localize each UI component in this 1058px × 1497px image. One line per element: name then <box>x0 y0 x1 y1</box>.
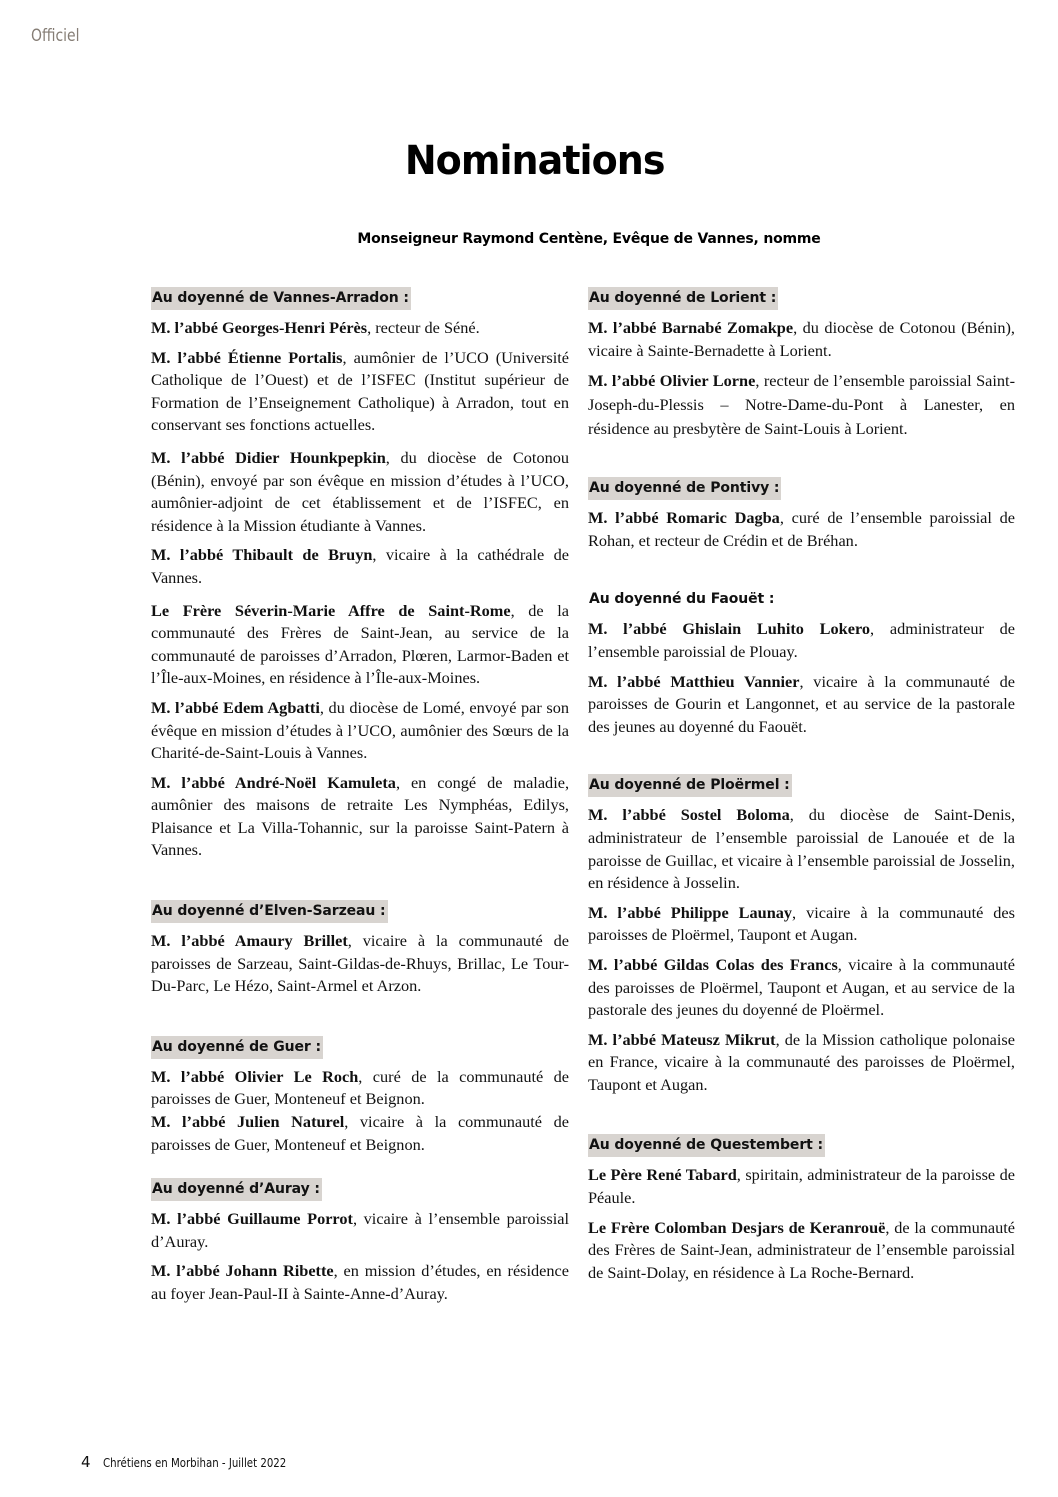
person-name: M. l’abbé Amaury Brillet <box>151 931 348 951</box>
section-tag: Officiel <box>31 26 80 46</box>
nomination-entry <box>151 447 569 537</box>
deanery-lorient <box>588 287 1015 441</box>
nomination-entry <box>151 600 569 690</box>
person-name: M. l’abbé Gildas Colas des Francs <box>588 954 838 974</box>
page-footer <box>81 1453 318 1471</box>
person-name: M. l’abbé Matthieu Vannier <box>588 671 800 691</box>
deanery-guer <box>151 1036 569 1156</box>
right-column <box>588 287 1015 1284</box>
deanery-heading: Au doyenné de Guer : <box>151 1036 323 1059</box>
person-name: M. l’abbé Olivier Lorne <box>588 371 756 391</box>
role-text: , vicaire à la communauté des paroisses de Ploërmel, Taupont et Augan, et au service de la pastorale des jeunes du doyenné de Ploërmel. <box>588 954 1015 1020</box>
left-column <box>151 287 569 1306</box>
nomination-entry <box>151 772 569 862</box>
person-name: M. l’abbé Johann Ribette <box>151 1261 334 1281</box>
person-name: M. l’abbé Edem Agbatti <box>151 697 320 717</box>
role-text: , du diocèse de Cotonou (Bénin), vicaire à Sainte-Bernadette à Lorient. <box>588 318 1015 360</box>
nomination-entry <box>588 1164 1015 1209</box>
deanery-heading: Au doyenné de Questembert : <box>588 1134 825 1157</box>
deanery-questembert <box>588 1134 1015 1284</box>
nomination-entry <box>151 930 569 998</box>
role-text: , vicaire à la communauté de paroisses de Gourin et Langonnet, et au service de la pastorale des jeunes au doyenné du Faouët. <box>588 671 1015 736</box>
deanery-vannes-arradon <box>151 287 569 862</box>
deanery-auray <box>151 1178 569 1305</box>
role-text: , vicaire à la communauté de paroisses de Guer, Monteneuf et Beignon. <box>151 1112 569 1154</box>
nomination-entry <box>588 369 1015 441</box>
nomination-entry <box>151 1208 569 1253</box>
deanery-pontivy <box>588 477 1015 552</box>
person-name: M. l’abbé Mateusz Mikrut <box>588 1029 776 1049</box>
person-name: M. l’abbé André-Noël Kamuleta <box>151 772 396 792</box>
role-text: , de la Mission catholique polonaise en France, vicaire à la communauté des paroisses de Ploërmel, Taupont et Augan. <box>588 1029 1015 1094</box>
person-name: M. l’abbé Ghislain Luhito Lokero <box>588 619 871 639</box>
deanery-heading: Au doyenné du Faouët : <box>589 591 775 608</box>
deanery-faouet <box>588 588 1015 738</box>
page-title: Nominations <box>404 138 665 184</box>
page-number: 4 <box>81 1453 91 1471</box>
deanery-heading: Au doyenné de Lorient : <box>588 287 778 310</box>
role-text: , du diocèse de Lomé, envoyé par son évêque en mission d’études à l’UCO, aumônier des Sœurs de la Charité-de-Saint-Louis à Vannes. <box>151 697 569 763</box>
person-name: M. l’abbé Sostel Boloma <box>588 805 790 825</box>
person-name: Le Frère Séverin-Marie Affre de Saint-Rome <box>151 600 511 620</box>
person-name: M. l’abbé Romaric Dagba <box>588 508 780 528</box>
deanery-heading: Au doyenné de Ploërmel : <box>588 774 792 797</box>
role-text: , curé de l’ensemble paroissial de Rohan, et recteur de Crédin et de Bréhan. <box>588 508 1016 550</box>
nomination-entry <box>151 347 569 437</box>
nomination-entry <box>151 1260 569 1305</box>
nomination-entry <box>588 1217 1015 1285</box>
nomination-entry <box>588 507 1015 552</box>
person-name: M. l’abbé Guillaume Porrot <box>151 1209 353 1229</box>
person-name: M. l’abbé Didier Hounkpepkin <box>151 447 386 467</box>
role-text: , de la communauté des Frères de Saint-Jean, au service de la communauté de paroisses d’Arradon, Plœren, Larmor-Baden et l’Île-aux-Moines, en résidence à l’Île-aux-Moines. <box>151 600 569 688</box>
nomination-entry <box>588 1029 1015 1097</box>
publication-info: Chrétiens en Morbihan - Juillet 2022 <box>102 1456 286 1470</box>
role-text: , en congé de maladie, aumônier des maisons de retraite Les Nymphéas, Edilys, Plaisance et La Villa-Tohannic, sur la paroisse Saint-Patern à Vannes. <box>151 772 570 860</box>
person-name: M. l’abbé Thibault de Bruyn <box>151 545 373 565</box>
nomination-entry <box>151 317 569 340</box>
role-text: , en mission d’études, en résidence au foyer Jean-Paul-II à Sainte-Anne-d’Auray. <box>151 1261 570 1303</box>
role-text: , curé de la communauté de paroisses de Guer, Monteneuf et Beignon. <box>151 1066 569 1109</box>
deanery-ploermel <box>588 774 1015 1096</box>
role-text: , administrateur de l’ensemble paroissial de Plouay. <box>588 619 1015 661</box>
person-name: M. l’abbé Philippe Launay <box>588 902 793 922</box>
deanery-heading: Au doyenné d’Auray : <box>151 1178 322 1201</box>
deanery-heading: Au doyenné d’Elven-Sarzeau : <box>151 900 388 923</box>
role-text: , du diocèse de Saint-Denis, administrateur de l’ensemble paroissial de Lanouée et de la paroisse de Guillac, et vicaire à l’ensemble paroissial de Josselin, en résidence à Josselin. <box>588 805 1016 893</box>
role-text: , vicaire à la communauté des paroisses de Ploërmel, Taupont et Augan. <box>588 902 1015 945</box>
role-text: , du diocèse de Cotonou (Bénin), envoyé par son évêque en mission d’études à l’UCO, aumônier-adjoint de cet établissement et de l’ISFEC, en résidence à la Mission étudiante à Vannes. <box>151 447 570 535</box>
nomination-entry <box>151 1066 569 1111</box>
role-text: , aumônier de l’UCO (Université Catholique de l’Ouest) et de l’ISFEC (Institut supérieur de Formation de l’Enseignement Catholique) à Arradon, tout en conservant ses fonctions actuelles. <box>151 347 569 435</box>
person-name: M. l’abbé Étienne Portalis <box>151 347 343 367</box>
nomination-entry <box>151 1111 569 1156</box>
nomination-entry <box>151 544 569 589</box>
person-name: M. l’abbé Barnabé Zomakpe <box>588 318 794 337</box>
deanery-elven-sarzeau <box>151 900 569 998</box>
nomination-entry <box>151 697 569 765</box>
role-text: , de la communauté des Frères de Saint-Jean, administrateur de l’ensemble paroissial de Saint-Dolay, en résidence à La Roche-Bernard. <box>588 1217 1016 1282</box>
role-text: , vicaire à l’ensemble paroissial d’Auray. <box>151 1209 569 1251</box>
role-text: , vicaire à la cathédrale de Vannes. <box>151 545 569 587</box>
nomination-entry <box>588 902 1015 947</box>
deanery-heading: Au doyenné de Pontivy : <box>588 477 781 500</box>
role-text: , vicaire à la communauté de paroisses de Sarzeau, Saint-Gildas-de-Rhuys, Brillac, Le Tour-Du-Parc, Le Hézo, Saint-Armel et Arzon. <box>151 931 569 996</box>
nomination-entry <box>588 618 1015 663</box>
role-text: , recteur de Séné. <box>367 318 480 337</box>
role-text: , spiritain, administrateur de la paroisse de Péaule. <box>588 1165 1015 1208</box>
person-name: Le Frère Colomban Desjars de Keranrouë <box>588 1217 886 1237</box>
nomination-entry <box>588 317 1015 362</box>
nomination-entry <box>588 954 1015 1022</box>
page-subtitle: Monseigneur Raymond Centène, Evêque de Vannes, nomme <box>357 231 821 247</box>
deanery-heading: Au doyenné de Vannes-Arradon : <box>151 287 411 310</box>
person-name: M. l’abbé Julien Naturel <box>151 1112 345 1132</box>
person-name: M. l’abbé Olivier Le Roch <box>151 1066 359 1086</box>
nomination-entry <box>588 671 1015 739</box>
role-text: , recteur de l’ensemble paroissial Saint-Joseph-du-Plessis – Notre-Dame-du-Pont à Lanester, en résidence au presbytère de Saint-Louis à Lorient. <box>588 371 1015 439</box>
nomination-entry <box>588 804 1015 894</box>
person-name: Le Père René Tabard <box>588 1165 737 1185</box>
person-name: M. l’abbé Georges-Henri Pérès <box>151 318 368 337</box>
